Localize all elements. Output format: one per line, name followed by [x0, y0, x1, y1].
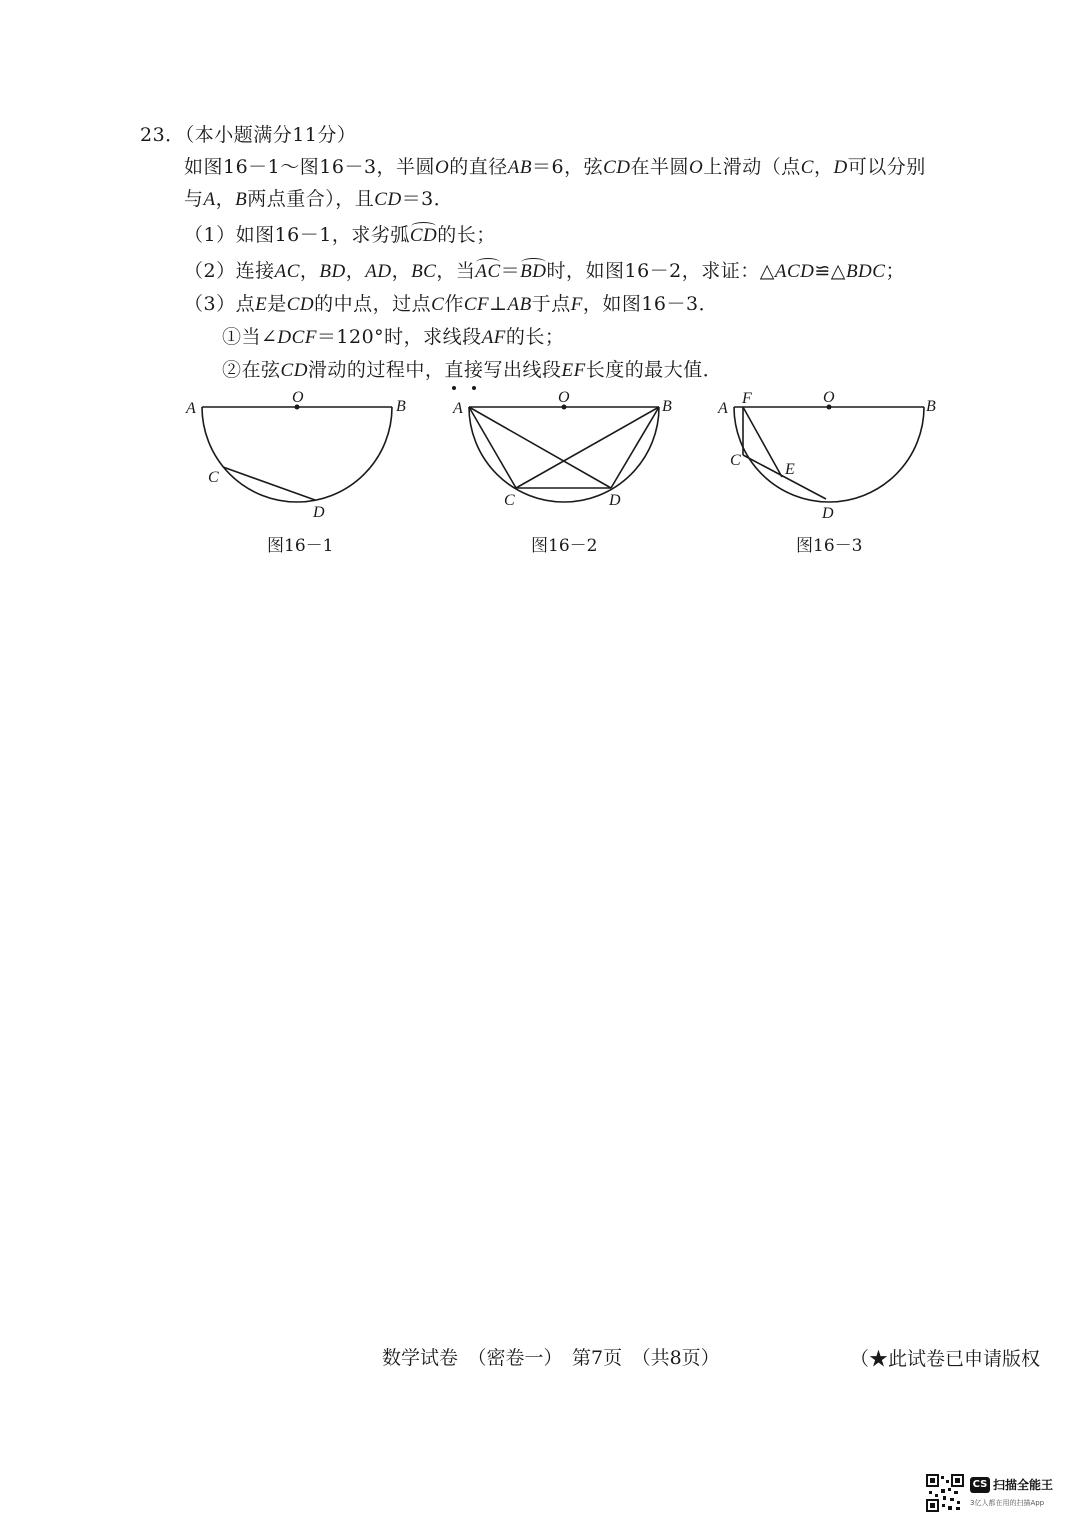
semicircle-arc — [734, 407, 924, 502]
label-o: O — [292, 389, 304, 406]
chord-cd — [223, 467, 315, 500]
label-o: O — [558, 389, 570, 406]
cs-logo-icon: CS — [970, 1477, 990, 1493]
scanner-tagline: 3亿人都在用的扫描App — [970, 1499, 1045, 1507]
label-f: F — [742, 390, 752, 407]
part-1: （1）如图16－1，求劣弧CD的长； — [184, 224, 496, 246]
label-b: B — [662, 398, 672, 415]
exam-footer: 数学试卷 （密卷一） 第7页 （共8页） — [382, 1347, 720, 1369]
semicircle-arc — [202, 407, 392, 502]
figure-16-2-caption: 图16－2 — [531, 536, 598, 556]
figure-16-1 — [180, 385, 420, 525]
figure-16-1-caption: 图16－1 — [267, 536, 334, 556]
part-3-sub-1: ①当∠DCF＝120°时，求线段AF的长； — [222, 326, 565, 348]
segment-bc — [516, 407, 659, 488]
label-d: D — [822, 505, 834, 522]
emphasis-dot-char: 接 — [464, 355, 484, 382]
qr-code-icon — [926, 1474, 964, 1512]
label-c: C — [730, 452, 741, 469]
label-o: O — [823, 389, 835, 406]
emphasis-dot-char: 直 — [444, 355, 464, 382]
part-3: （3）点E是CD的中点，过点C作CF⊥AB于点F，如图16－3． — [184, 293, 719, 315]
label-b: B — [926, 398, 936, 415]
label-a: A — [453, 400, 463, 417]
label-e: E — [785, 461, 795, 478]
figure-16-3 — [712, 385, 952, 525]
segment-ac — [469, 407, 516, 488]
label-c: C — [208, 469, 219, 486]
part-2: （2）连接AC，BD，AD，BC，当AC＝BD时，如图16－2，求证：△ACD≌△BDC； — [184, 260, 905, 282]
arc-bd-notation: BD — [520, 261, 547, 282]
arc-cd-notation: CD — [409, 225, 438, 246]
label-d: D — [609, 492, 621, 509]
figure-16-2 — [448, 385, 688, 525]
scanner-app-name: 扫描全能王 — [993, 1478, 1054, 1492]
arc-ac-notation: AC — [475, 261, 501, 282]
segment-ad — [469, 407, 611, 488]
label-b: B — [396, 398, 406, 415]
label-a: A — [186, 400, 196, 417]
segment-bd — [611, 407, 659, 488]
label-a: A — [718, 400, 728, 417]
part-3-sub-2: ②在弦CD滑动的过程中，直接写出线段EF长度的最大值． — [222, 355, 722, 382]
segment-fe — [743, 407, 782, 477]
scanner-watermark — [926, 1474, 1066, 1514]
label-c: C — [504, 492, 515, 509]
problem-stem-line-2: 与A，B两点重合），且CD＝3． — [184, 188, 454, 210]
figure-16-3-caption: 图16－3 — [796, 536, 863, 556]
problem-stem-line-1: 如图16－1～图16－3，半圆O的直径AB＝6，弦CD在半圆O上滑动（点C，D可以分别 — [184, 156, 926, 178]
label-d: D — [313, 504, 325, 521]
problem-header: 23．（本小题满分11分） — [140, 124, 357, 146]
copyright-note: （★此试卷已申请版权 — [850, 1348, 1041, 1370]
